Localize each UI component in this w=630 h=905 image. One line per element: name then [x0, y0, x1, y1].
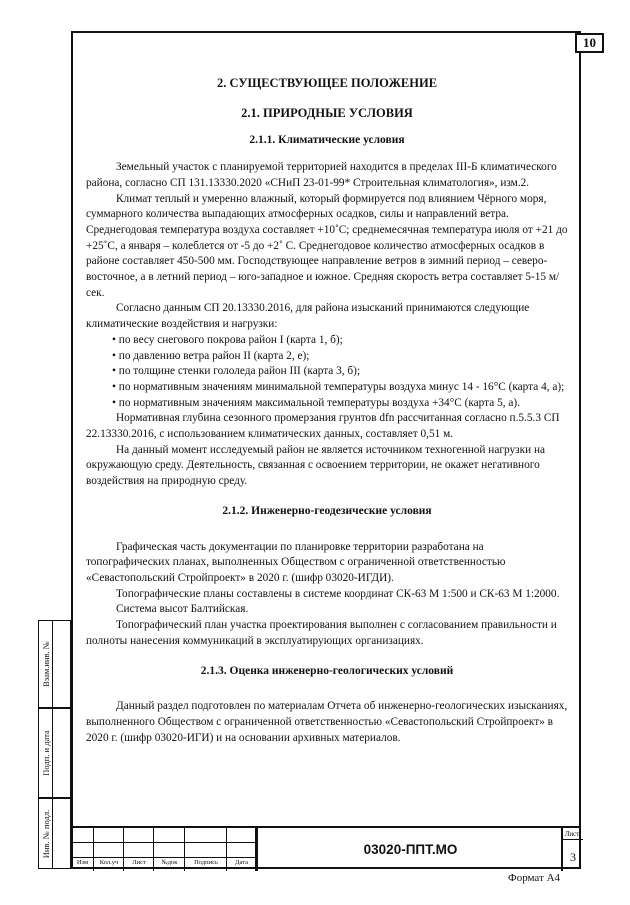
paragraph: На данный момент исследуемый район не является источником техногенной нагрузки на окружающую среду. Деятельность, связанная с освоением территории, не окажет негативного воздействия на природную среду.: [86, 443, 546, 488]
bullet-item: • по давлению ветра район II (карта 2, е);: [112, 349, 310, 362]
paragraph: Система высот Балтийская.: [116, 603, 249, 616]
header-date: Дата: [235, 859, 248, 866]
bullet-item: • по весу снегового покрова район I (карта 1, б);: [112, 333, 343, 346]
header-sheet: Лист: [132, 859, 146, 866]
bullet-item: • по нормативным значениям максимальной температуры воздуха +34°С (карта 5, а).: [112, 396, 520, 409]
paragraph: Земельный участок с планируемой территорией находится в пределах III-Б климатического района, согласно СП 131.13330.2020 «СНиП 23-01-99* Строительная климатология», изм.2.: [86, 161, 557, 189]
header-count: Кол.уч: [99, 859, 119, 866]
paragraph: Нормативная глубина сезонного промерзания грунтов dfn рассчитанная согласно п.5.5.3 СП 22.13330.2016, с использованием климатических данных, составляет 0,51 м.: [86, 412, 560, 441]
document-body: [86, 72, 568, 746]
sheet-box: [561, 828, 583, 871]
document-code: 03020-ППТ.МО: [256, 828, 563, 871]
sheet-number: 3: [570, 850, 576, 864]
bullet-item: • по нормативным значениям минимальной температуры воздуха минус 14 - 16°С (карта 4, а);: [112, 380, 565, 393]
paragraph: Графическая часть документации по планировке территории разработана на топографических планах, выполненных Обществом с ограниченной ответственностью «Севастопольский Стройпроект» в 2020 г. (шифр 03020-ИГДИ).: [86, 540, 506, 584]
section-title: 2. СУЩЕСТВУЮЩЕЕ ПОЛОЖЕНИЕ: [216, 76, 438, 90]
climate-heading: 2.1.1. Климатические условия: [249, 134, 405, 147]
header-change: Изм: [76, 859, 89, 866]
side-label-sign-date: Подп. и дата: [38, 708, 71, 798]
paragraph: Климат теплый и умеренно влажный, который формируется под влиянием Чёрного моря, суммарного количества выпадающих атмосферных осадков, силы и направлений ветра. Среднегодовая температура воздуха составляет +10˚С; среднемесячная температура июля от +21 до +25˚С, а января – колеблется от -5 до +2˚ С. Среднегодовое количество атмосферных осадков в районе составляет 450-500 мм. Господствующее направление ветров в зимний период – северо-восточное, а в летний период – юго-западное и южное. Средняя скорость ветра составляет 5-15 м/сек.: [86, 192, 568, 299]
geodesy-heading: 2.1.2. Инженерно-геодезические условия: [222, 504, 432, 517]
page-number: 10: [575, 33, 604, 53]
paragraph: Данный раздел подготовлен по материалам Отчета об инженерно-геологических изысканиях, выполненного Обществом с ограниченной ответственностью «Севастопольский Стройпроект» в 2020 г. (шифр 03020-ИГИ) и на основании архивных материалов.: [86, 700, 568, 744]
header-signature: Подпись: [194, 859, 218, 866]
header-doc: №док: [161, 859, 178, 866]
title-block: [71, 826, 581, 871]
side-label-replacement-inv: Взам.инв. №: [38, 620, 71, 708]
paper-format: Формат А4: [508, 872, 561, 884]
paragraph: Согласно данным СП 20.13330.2016, для района изысканий принимаются следующие климатические воздействия и нагрузки:: [86, 302, 530, 331]
side-label-original-inv: Инв. № подл.: [38, 798, 71, 869]
paragraph: Топографические планы составлены в системе координат СК-63 М 1:500 и СК-63 М 1:2000.: [116, 587, 560, 600]
bullet-item: • по толщине стенки гололеда район III (карта 3, б);: [112, 365, 361, 378]
subsection-title: 2.1. ПРИРОДНЫЕ УСЛОВИЯ: [241, 105, 413, 120]
paragraph: Топографический план участка проектирования выполнен с согласованием правильности и полноты нанесения коммуникаций в эксплуатирующих организациях.: [86, 619, 557, 647]
sheet-label: Лист: [564, 830, 580, 838]
geology-heading: 2.1.3. Оценка инженерно-геологических условий: [200, 664, 454, 677]
